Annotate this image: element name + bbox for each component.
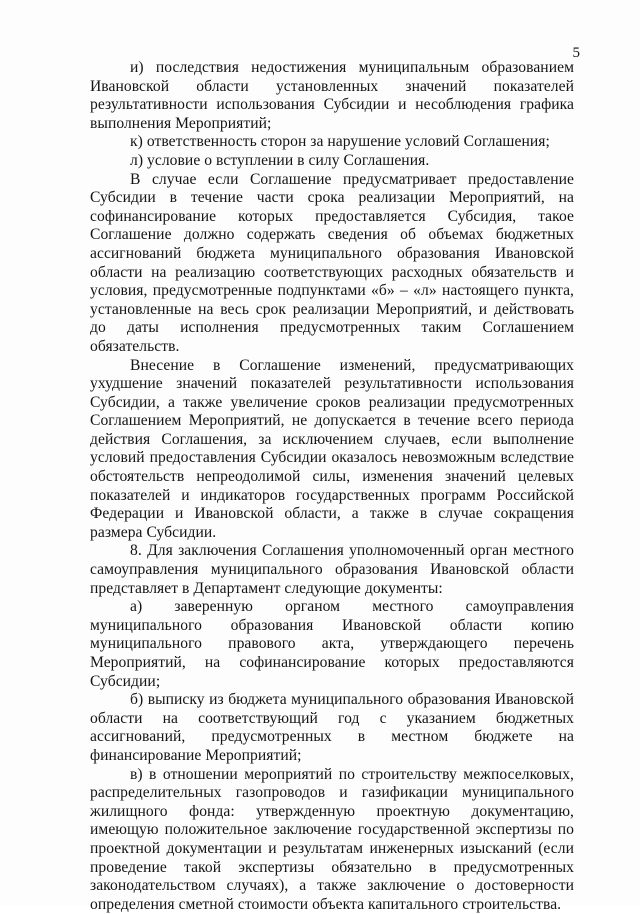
paragraph-item-v: в) в отношении мероприятий по строительству межпоселковых, распределительных газопроводов и газификации муниципального жилищного фонда: утвержденную проектную документацию, имеющую положительное заключение государственной экспертизы по проектной документации и результатам инженерных изысканий (если проведение такой экспертизы обязательно в предусмотренных законодательством случаях), а также заключение о достоверности определения сметной стоимости объекта капитального строительства. bbox=[90, 765, 574, 913]
paragraph-section-8: 8. Для заключения Соглашения уполномоченный орган местного самоуправления муниципального образования Ивановской области представляет в Департамент следующие документы: bbox=[90, 542, 574, 597]
paragraph-amendments: Внесение в Соглашение изменений, предусматривающих ухудшение значений показателей результативности использования Субсидии, а также увеличение сроков реализации предусмотренных Соглашением Мероприятий, не допускается в течение всего периода действия Соглашения, за исключением случаев, если выполнение условий предоставления Субсидии оказалось невозможным вследствие обстоятельств непреодолимой силы, изменения значений целевых показателей и индикаторов государственных программ Российской Федерации и Ивановской области, а также в случае сокращения размера Субсидии. bbox=[90, 356, 574, 541]
page-number: 5 bbox=[572, 45, 580, 61]
paragraph-item-l: л) условие о вступлении в силу Соглашения. bbox=[130, 151, 430, 169]
paragraph-item-b: б) выписку из бюджета муниципального образования Ивановской области на соответствующий год с указанием бюджетных ассигнований, предусмотренных в местном бюджете на финансирование Мероприятий; bbox=[90, 691, 574, 764]
document-body bbox=[90, 59, 574, 914]
paragraph-item-a: а) заверенную органом местного самоуправления муниципального образования Ивановской области копию муниципального правового акта, утверждающего перечень Мероприятий, на софинансирование которых предоставляются Субсидии; bbox=[90, 598, 574, 690]
paragraph-partial-term: В случае если Соглашение предусматривает предоставление Субсидии в течение части срока реализации Мероприятий, на софинансирование которых предоставляется Субсидия, такое Соглашение должно содержать сведения об объемах бюджетных ассигнований бюджета муниципального образования Ивановской области на реализацию соответствующих расходных обязательств и условия, предусмотренные подпунктами «б» – «л» настоящего пункта, установленные на весь срок реализации Мероприятий, и действовать до даты исполнения предусмотренных таким Соглашением обязательств. bbox=[90, 170, 574, 355]
paragraph-item-i: и) последствия недостижения муниципальным образованием Ивановской области установленных значений показателей результативности использования Субсидии и несоблюдения графика выполнения Мероприятий; bbox=[90, 59, 574, 132]
paragraph-item-k: к) ответственность сторон за нарушение условий Соглашения; bbox=[130, 133, 550, 151]
